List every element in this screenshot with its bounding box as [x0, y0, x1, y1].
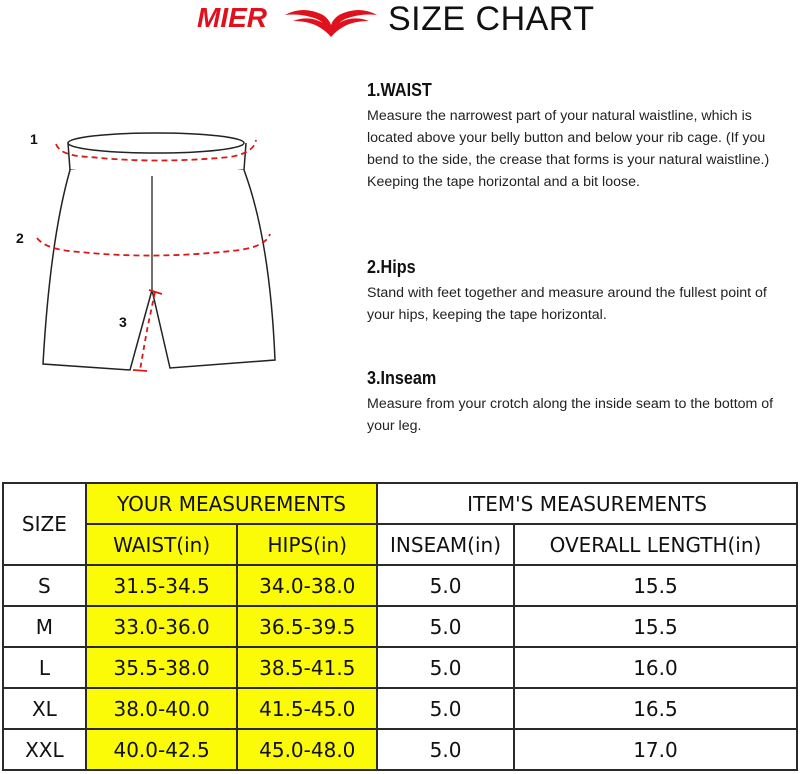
item-measurements-header: ITEM'S MEASUREMENTS: [377, 483, 797, 524]
inseam-instruction: [367, 368, 787, 437]
table-row: [3, 606, 797, 647]
marker-2: 2: [16, 230, 24, 246]
marker-3: 3: [119, 314, 127, 330]
inseam-text: Measure from your crotch along the inside seam to the bottom of your leg.: [367, 396, 774, 434]
table-subheader-row: [3, 524, 797, 565]
hips-cell: 45.0-48.0: [237, 729, 377, 770]
waist-cell: 40.0-42.5: [86, 729, 238, 770]
size-cell: XL: [3, 688, 86, 729]
table-header-row: [3, 483, 797, 524]
marker-1: 1: [30, 131, 38, 147]
hips-column-header: HIPS(in): [237, 524, 377, 565]
length-cell: 15.5: [514, 606, 797, 647]
your-measurements-header: YOUR MEASUREMENTS: [86, 483, 377, 524]
waist-cell: 38.0-40.0: [86, 688, 238, 729]
shorts-legs: [43, 170, 275, 370]
brand-name: MIER: [197, 2, 267, 33]
inseam-cell: 5.0: [377, 647, 514, 688]
inseam-cell: 5.0: [377, 688, 514, 729]
hips-cell: 34.0-38.0: [237, 565, 377, 606]
hips-cell: 41.5-45.0: [237, 688, 377, 729]
waistband-top: [68, 133, 244, 153]
waist-instruction: [367, 80, 787, 193]
inseam-cell: 5.0: [377, 606, 514, 647]
size-cell: M: [3, 606, 86, 647]
waist-cell: 33.0-36.0: [86, 606, 238, 647]
size-cell: S: [3, 565, 86, 606]
hips-cell: 38.5-41.5: [237, 647, 377, 688]
length-cell: 17.0: [514, 729, 797, 770]
size-cell: L: [3, 647, 86, 688]
size-cell: XXL: [3, 729, 86, 770]
inseam-column-header: INSEAM(in): [377, 524, 514, 565]
inseam-cell: 5.0: [377, 565, 514, 606]
size-chart-table: [2, 482, 798, 771]
shorts-diagram: [10, 120, 310, 385]
table-row: [3, 647, 797, 688]
waist-cell: 31.5-34.5: [86, 565, 238, 606]
length-cell: 15.5: [514, 565, 797, 606]
waist-text: Measure the narrowest part of your natural waistline, which is located above your belly button and below your rib cage. (If you bend to the side, the crease that forms is your natural waistline.) Keeping the tape horizontal and a bit loose.: [367, 108, 770, 190]
length-column-header: OVERALL LENGTH(in): [514, 524, 797, 565]
length-cell: 16.0: [514, 647, 797, 688]
waist-cell: 35.5-38.0: [86, 647, 238, 688]
inseam-heading: 3.Inseam: [367, 368, 437, 388]
waist-column-header: WAIST(in): [86, 524, 238, 565]
page-title: SIZE CHART: [388, 0, 595, 38]
hips-text: Stand with feet together and measure around the fullest point of your hips, keeping the tape horizontal.: [367, 285, 767, 323]
size-header: SIZE: [3, 483, 86, 565]
hips-heading: 2.Hips: [367, 257, 416, 277]
length-cell: 16.5: [514, 688, 797, 729]
table-row: [3, 688, 797, 729]
mier-wings-logo-icon: [283, 3, 379, 37]
inseam-cell: 5.0: [377, 729, 514, 770]
waist-heading: 1.WAIST: [367, 80, 432, 100]
hips-cell: 36.5-39.5: [237, 606, 377, 647]
table-row: [3, 565, 797, 606]
header: [0, 0, 800, 40]
hips-instruction: [367, 257, 787, 326]
table-row: [3, 729, 797, 770]
